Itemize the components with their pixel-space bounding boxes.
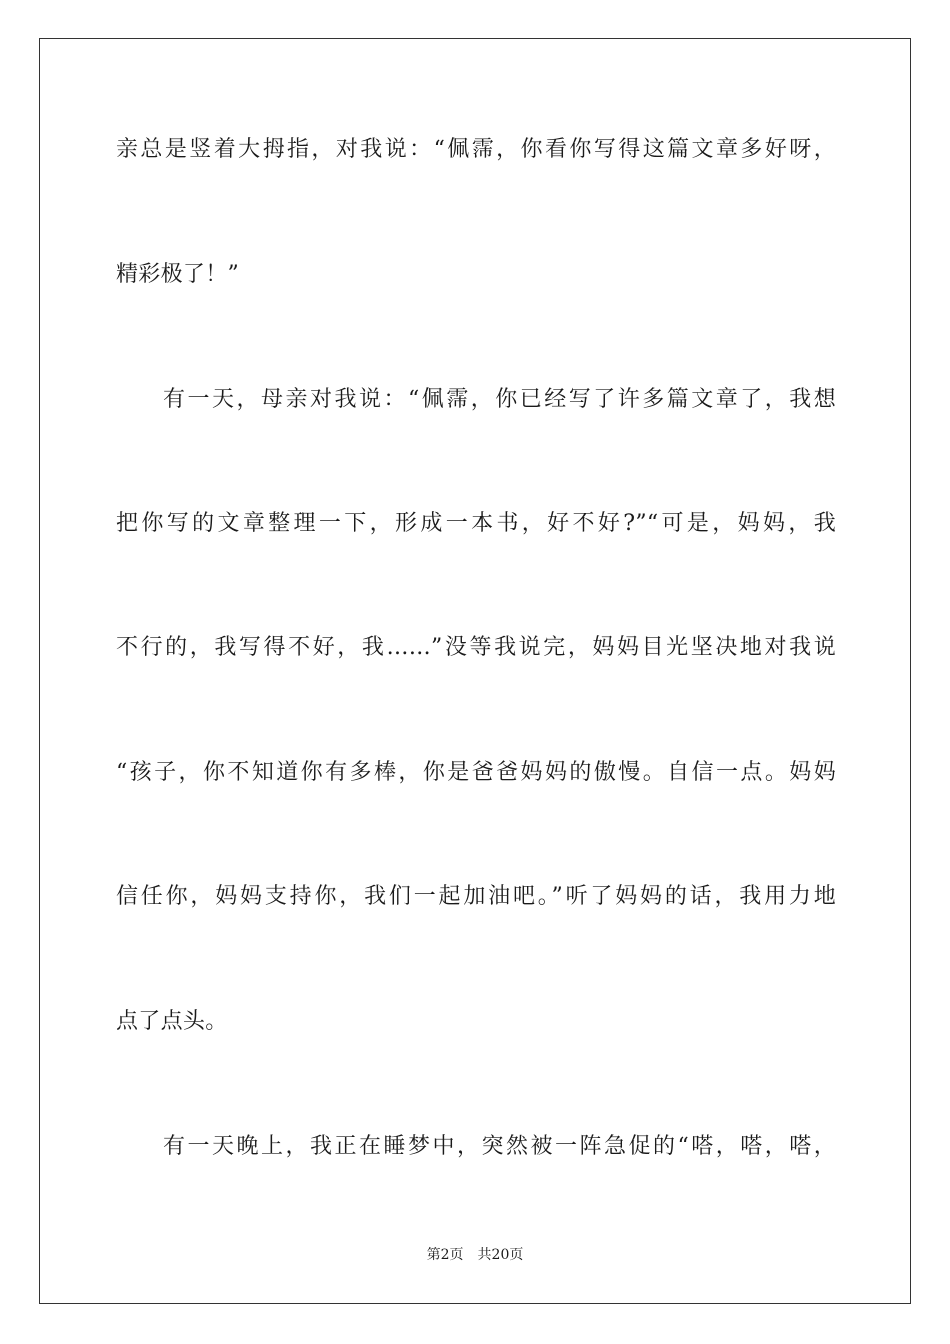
page-number-footer: 第2页 共20页	[426, 1247, 524, 1263]
text-line: 亲总是竖着大拇指，对我说：“佩霈，你看你写得这篇文章多好呀，	[116, 137, 836, 162]
text-line: 不行的，我写得不好，我……”没等我说完，妈妈目光坚决地对我说	[116, 635, 836, 660]
page-border	[39, 38, 911, 1304]
text-line: 精彩极了！”	[116, 262, 240, 287]
text-line: “孩子，你不知道你有多棒，你是爸爸妈妈的傲慢。自信一点。妈妈	[116, 760, 836, 785]
text-line: 信任你，妈妈支持你，我们一起加油吧。”听了妈妈的话，我用力地	[116, 884, 836, 909]
text-line: 把你写的文章整理一下，形成一本书，好不好?”“可是，妈妈，我	[116, 511, 836, 536]
paragraph-first-line: 有一天晚上，我正在睡梦中，突然被一阵急促的“嗒，嗒，嗒，	[163, 1134, 836, 1159]
paragraph-first-line: 有一天，母亲对我说：“佩霈，你已经写了许多篇文章了，我想	[163, 387, 836, 412]
text-line: 点了点头。	[116, 1009, 228, 1034]
